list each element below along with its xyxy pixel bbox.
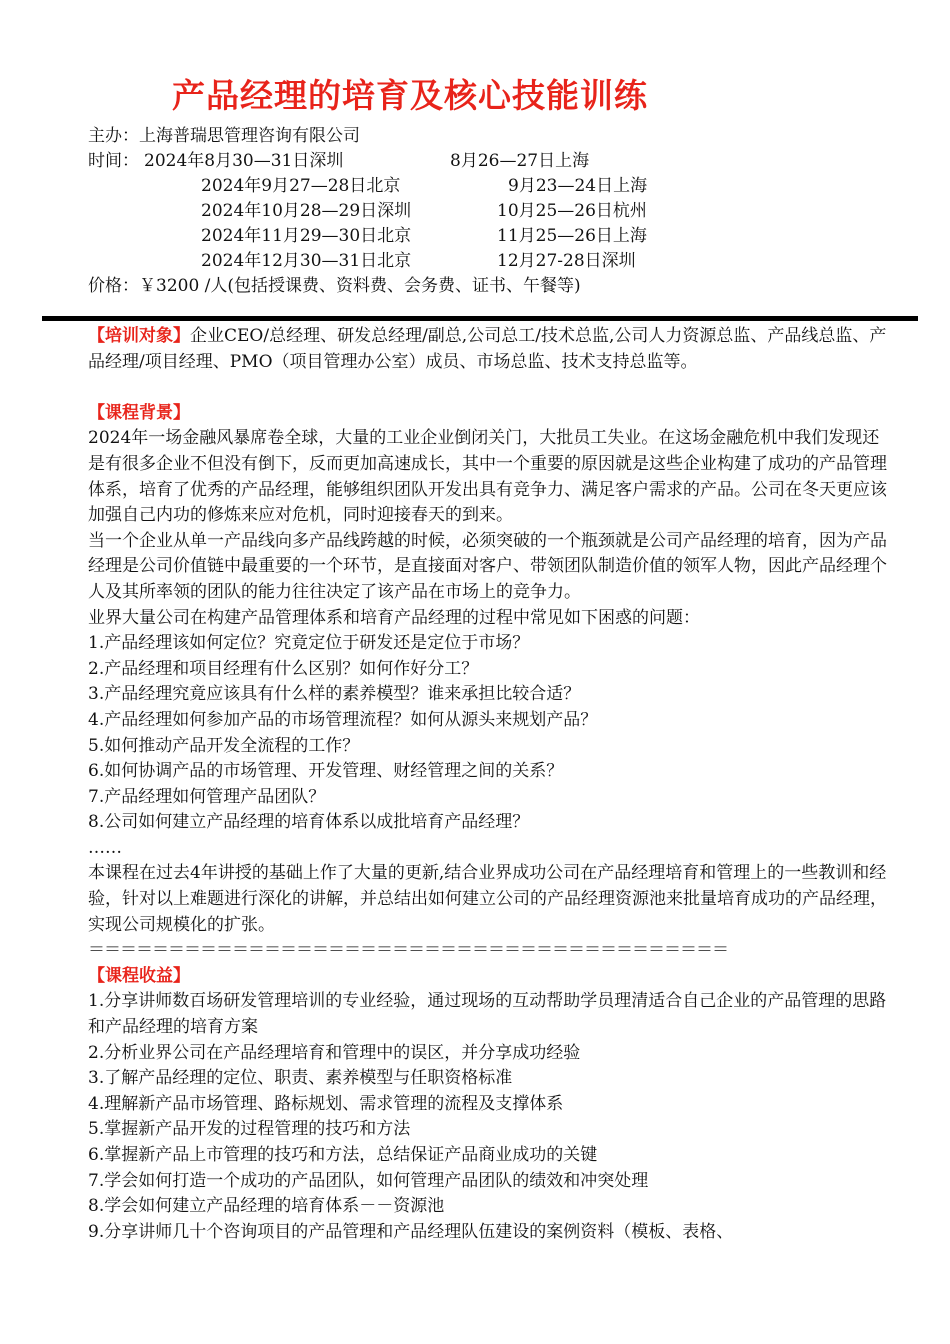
audience-text: 企业CEO/总经理、研发总经理/副总,公司总工/技术总监,公司人力资源总监、产品线总监、产品经理/项目经理、PMO（项目管理办公室）成员、市场总监、技术支持总监等。 <box>88 326 887 372</box>
list-item: 9.分享讲师几十个咨询项目的产品管理和产品经理队伍建设的案例资料（模板、表格、 <box>88 1221 734 1242</box>
benefits-heading: 【课程收益】 <box>88 965 190 986</box>
audience-heading: 【培训对象】 <box>88 326 190 346</box>
background-paragraph: 2024年一场金融风暴席卷全球，大量的工业企业倒闭关门，大批员工失业。在这场金融危机中我们发现还是有很多企业不但没有倒下，反而更加高速成长，其中一个重要的原因就是这些企业构建了成功的产品管理体系，培育了优秀的产品经理，能够组织团队开发出具有竞争力、满足客户需求的产品。公司在冬天更应该加强自己内功的修炼来应对危机，同时迎接春天的到来。 <box>88 428 887 526</box>
schedule-date: 2024年11月29—30日北京 <box>201 226 412 246</box>
background-heading: 【课程背景】 <box>88 402 190 423</box>
list-item: 6.如何协调产品的市场管理、开发管理、财经管理之间的关系？ <box>88 761 564 782</box>
audience-section <box>88 324 888 375</box>
schedule-date: 2024年12月30—31日北京 <box>201 251 412 271</box>
list-item: 6.掌握新产品上市管理的技巧和方法，总结保证产品商业成功的关键 <box>88 1145 598 1165</box>
list-item: 3.了解产品经理的定位、职责、素养模型与任职资格标准 <box>88 1068 513 1089</box>
benefit-list <box>88 989 888 1245</box>
ellipsis: …… <box>88 837 122 858</box>
schedule-date: 2024年10月28—29日深圳 <box>201 201 412 221</box>
list-item: 7.学会如何打造一个成功的产品团队，如何管理产品团队的绩效和冲突处理 <box>88 1170 649 1191</box>
list-item: 2.分析业界公司在产品经理培育和管理中的误区，并分享成功经验 <box>88 1042 581 1063</box>
schedule-date: 10月25—26日杭州 <box>497 201 647 221</box>
list-item: 4.理解新产品市场管理、路标规划、需求管理的流程及支撑体系 <box>88 1093 564 1114</box>
question-list <box>88 631 888 836</box>
list-item: 4.产品经理如何参加产品的市场管理流程？如何从源头来规划产品？ <box>88 709 598 730</box>
schedule-date: 12月27-28日深圳 <box>497 251 636 271</box>
list-item: 8.公司如何建立产品经理的培育体系以成批培育产品经理？ <box>88 812 530 833</box>
schedule-date: 2024年8月30—31日深圳 <box>144 151 344 171</box>
schedule-date: 8月26—27日上海 <box>450 151 590 171</box>
background-paragraph: 业界大量公司在构建产品管理体系和培育产品经理的过程中常见如下困惑的问题： <box>88 607 700 628</box>
background-closing: 本课程在过去4年讲授的基础上作了大量的更新,结合业界成功公司在产品经理培育和管理上的一些教训和经验，针对以上难题进行深化的讲解，并总结出如何建立公司的产品经理资源池来批量培育成功的产品经理，实现公司规模化的扩张。 <box>88 863 887 935</box>
page-title: 产品经理的培育及核心技能训练 <box>172 76 648 115</box>
list-item: 7.产品经理如何管理产品团队？ <box>88 786 326 807</box>
schedule-prefix: 时间： <box>88 151 139 171</box>
schedule-date: 9月23—24日上海 <box>508 176 648 196</box>
list-item: 1.产品经理该如何定位？究竟定位于研发还是定位于市场？ <box>88 633 530 654</box>
schedule-date: 11月25—26日上海 <box>497 226 647 246</box>
divider-rule <box>42 316 918 321</box>
list-item: 5.如何推动产品开发全流程的工作？ <box>88 735 360 756</box>
list-item: 5.掌握新产品开发的过程管理的技巧和方法 <box>88 1119 411 1140</box>
list-item: 2.产品经理和项目经理有什么区别？如何作好分工？ <box>88 658 479 679</box>
document-body <box>88 324 888 1245</box>
separator-line: ＝＝＝＝＝＝＝＝＝＝＝＝＝＝＝＝＝＝＝＝＝＝＝＝＝＝＝＝＝＝＝＝＝＝＝＝＝＝＝＝ <box>88 940 728 961</box>
list-item: 8.学会如何建立产品经理的培育体系－－资源池 <box>88 1196 445 1217</box>
list-item: 3.产品经理究竟应该具有什么样的素养模型？谁来承担比较合适？ <box>88 684 581 705</box>
list-item: 1.分享讲师数百场研发管理培训的专业经验，通过现场的互动帮助学员理清适合自己企业的产品管理的思路和产品经理的培育方案 <box>88 991 887 1038</box>
schedule-date: 2024年9月27—28日北京 <box>201 176 401 196</box>
background-paragraph: 当一个企业从单一产品线向多产品线跨越的时候，必须突破的一个瓶颈就是公司产品经理的培育，因为产品经理是公司价值链中最重要的一个环节，是直接面对客户、带领团队制造价值的领军人物，因此产品经理个人及其所率领的团队的能力往往决定了该产品在市场上的竞争力。 <box>88 530 887 602</box>
